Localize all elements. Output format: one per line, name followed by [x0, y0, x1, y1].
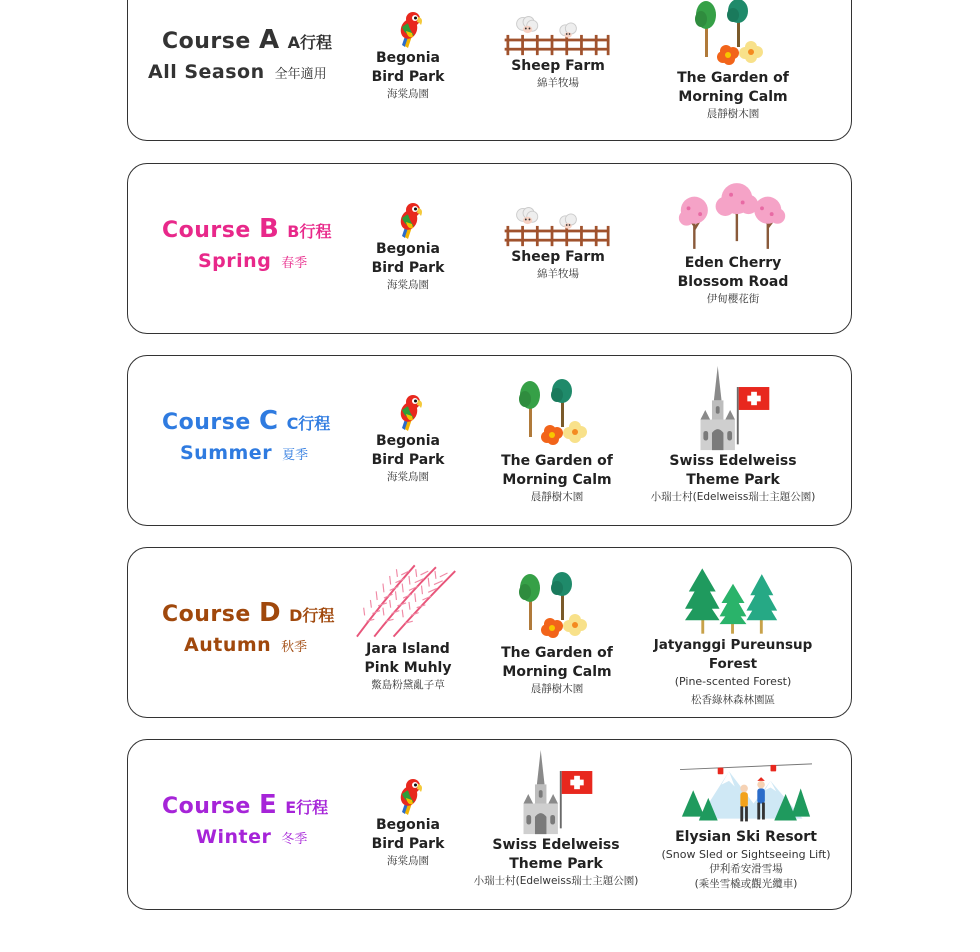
course-season: All Season	[148, 61, 265, 83]
spot-sheep-farm: Sheep Farm 綿羊牧場	[498, 202, 618, 282]
course-title: Course A	[162, 25, 280, 55]
course-title: Course E	[162, 790, 278, 820]
parrot-icon	[388, 776, 428, 816]
parrot-icon	[388, 392, 428, 432]
course-card-a[interactable]	[127, 0, 852, 141]
spot-eden-cherry-blossom-road: Eden Cherry Blossom Road 伊甸櫻花街	[668, 180, 798, 307]
course-title: Course C	[162, 406, 279, 436]
spot-garden-morning-calm: The Garden of Morning Calm 晨靜樹木園	[492, 570, 622, 697]
pink-muhly-icon	[355, 560, 461, 640]
course-season: Winter	[196, 826, 272, 848]
spot-begonia-bird-park: Begonia Bird Park 海棠鳥園	[358, 9, 458, 102]
spot-begonia-bird-park: Begonia Bird Park 海棠鳥園	[358, 392, 458, 485]
course-season-zh: 春季	[281, 256, 308, 271]
sheep-fence-icon	[501, 202, 615, 248]
course-title: Course B	[162, 214, 280, 244]
course-title-zh: C行程	[286, 414, 331, 433]
course-card-c[interactable]	[127, 355, 852, 526]
sheep-fence-icon	[501, 11, 615, 57]
parrot-icon	[388, 9, 428, 49]
course-title: Course D	[162, 598, 282, 628]
trees-flowers-icon	[517, 376, 597, 452]
course-season: Summer	[180, 442, 273, 464]
spot-swiss-edelweiss: Swiss Edelweiss Theme Park 小瑞士村(Edelweiss瑞士主題公園)	[633, 366, 833, 505]
course-title-zh: B行程	[287, 222, 332, 241]
course-card-e[interactable]	[127, 739, 852, 910]
spot-begonia-bird-park: Begonia Bird Park 海棠鳥園	[358, 200, 458, 293]
course-season-zh: 秋季	[281, 640, 308, 655]
course-card-b[interactable]	[127, 163, 852, 334]
trees-flowers-icon	[517, 570, 597, 644]
church-flag-icon	[693, 366, 773, 452]
spot-garden-morning-calm: The Garden of Morning Calm 晨靜樹木園	[492, 376, 622, 505]
course-season: Spring	[198, 250, 272, 272]
spot-swiss-edelweiss: Swiss Edelweiss Theme Park 小瑞士村(Edelweiss瑞士主題公園)	[456, 750, 656, 889]
course-title-zh: A行程	[287, 33, 332, 52]
spot-garden-morning-calm: The Garden of Morning Calm 晨靜樹木園	[668, 0, 798, 122]
course-season-zh: 全年適用	[274, 67, 327, 82]
cherry-blossom-icon	[675, 180, 791, 252]
spot-elysian-ski-resort: Elysian Ski Resort (Snow Sled or Sightseeing Lift) 伊利希安滑雪場 (乘坐雪橇或觀光纜車)	[652, 762, 840, 892]
course-title-zh: D行程	[289, 606, 335, 625]
ski-resort-icon	[678, 762, 814, 828]
course-season: Autumn	[184, 634, 272, 656]
spot-sheep-farm: Sheep Farm 綿羊牧場	[498, 11, 618, 91]
trees-flowers-icon	[693, 0, 773, 69]
course-card-d[interactable]	[127, 547, 852, 718]
course-season-zh: 冬季	[281, 832, 308, 847]
spot-jara-island-pink-muhly: Jara Island Pink Muhly 鱉島粉黛亂子草	[350, 560, 466, 693]
course-title-zh: E行程	[285, 798, 329, 817]
spot-jatyanggi-forest: Jatyanggi Pureunsup Forest (Pine-scented Forest) 松香綠林森林園區	[628, 568, 838, 708]
spot-begonia-bird-park: Begonia Bird Park 海棠鳥園	[358, 776, 458, 869]
church-flag-icon	[516, 750, 596, 836]
parrot-icon	[388, 200, 428, 240]
pine-trees-icon	[685, 568, 781, 636]
course-season-zh: 夏季	[282, 448, 309, 463]
